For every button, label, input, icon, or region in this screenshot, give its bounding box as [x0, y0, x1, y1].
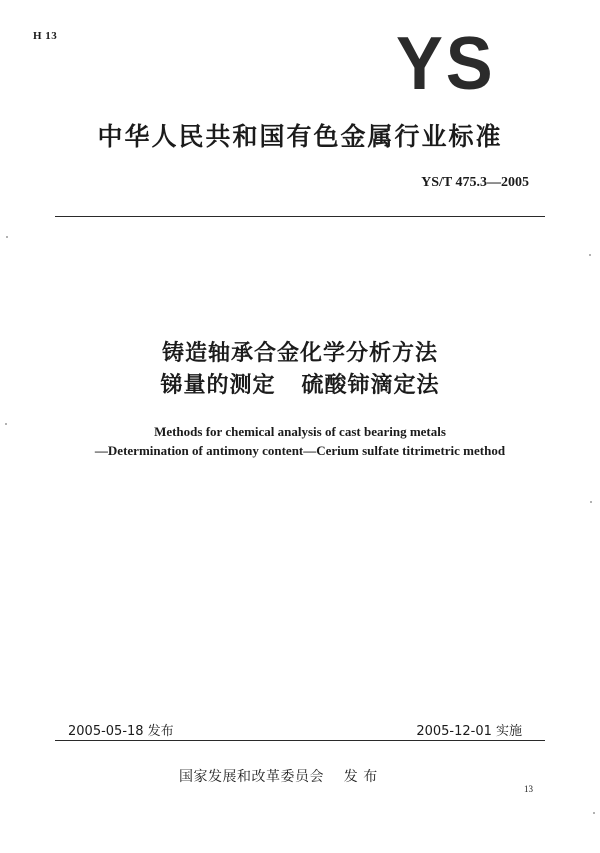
- classification-code: H 13: [33, 30, 58, 42]
- issue-date: 2005-05-18 发布: [68, 724, 174, 739]
- standard-organization-title: 中华人民共和国有色金属行业标准: [97, 122, 503, 151]
- scan-speck: [593, 812, 595, 814]
- page-number: 13: [524, 784, 533, 794]
- header-divider: [55, 216, 545, 217]
- title-chinese-line-2: 锑量的测定 硫酸铈滴定法: [160, 373, 440, 398]
- publisher: 国家发展和改革委员会 发 布: [179, 769, 378, 785]
- scan-speck: [589, 254, 591, 256]
- scan-speck: [6, 236, 8, 238]
- title-english-line-2: —Determination of antimony content—Cerium sulfate titrimetric method: [94, 443, 506, 458]
- scan-speck: [5, 423, 7, 425]
- title-chinese-line-1: 铸造轴承合金化学分析方法: [161, 341, 438, 366]
- implementation-date: 2005-12-01 实施: [416, 724, 522, 739]
- scan-speck: [590, 501, 592, 503]
- footer-divider: [55, 740, 545, 741]
- standard-number: YS/T 475.3—2005: [421, 175, 529, 190]
- title-english-line-1: Methods for chemical analysis of cast bearing metals: [154, 424, 446, 439]
- ys-logo: YS: [396, 20, 496, 106]
